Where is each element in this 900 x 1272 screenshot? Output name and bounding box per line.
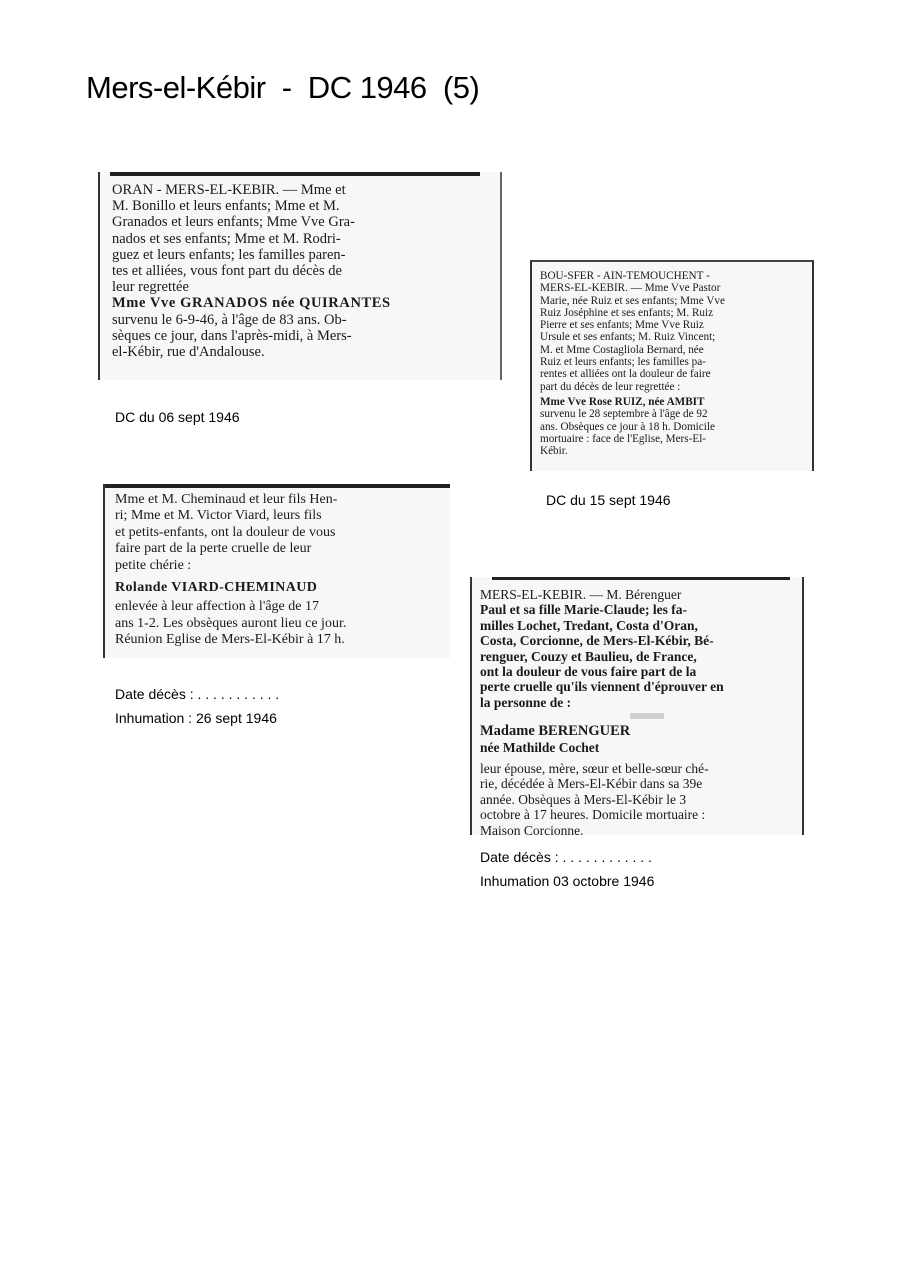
caption-date-deces-2: Date décès : . . . . . . . . . . . . — [480, 849, 652, 865]
clipping-line: sèques ce jour, dans l'après-midi, à Mers- — [112, 327, 352, 344]
clipping-line: octobre à 17 heures. Domicile mortuaire : — [480, 807, 706, 823]
clipping-line: survenu le 6-9-46, à l'âge de 83 ans. Ob- — [112, 311, 347, 328]
clipping-line: M. Bonillo et leurs enfants; Mme et M. — [112, 198, 340, 215]
clipping-line: renguer, Couzy et Baulieu, de France, — [480, 648, 697, 664]
clipping-line: enlevée à leur affection à l'âge de 17 — [115, 599, 319, 615]
clipping-line: ORAN - MERS-EL-KEBIR. — Mme et — [112, 182, 346, 198]
separator-ornament — [480, 710, 796, 724]
clipping-line: Réunion Eglise de Mers-El-Kébir à 17 h. — [115, 632, 345, 648]
clipping-line: nados et ses enfants; Mme et M. Rodri- — [112, 230, 341, 247]
clipping-line: petite chérie : — [115, 557, 192, 573]
caption-date-deces-1: Date décès : . . . . . . . . . . . — [115, 686, 280, 702]
clipping-line: guez et leurs enfants; les familles paren- — [112, 246, 346, 263]
clipping-line: el-Kébir, rue d'Andalouse. — [112, 344, 265, 361]
clipping-line: Paul et sa fille Marie-Claude; les fa- — [480, 602, 687, 618]
clipping-line: M. et Mme Costagliola Bernard, née — [540, 343, 704, 356]
clipping-line: Pierre et ses enfants; Mme Vve Ruiz — [540, 319, 704, 332]
clipping-line: année. Obsèques à Mers-El-Kébir le 3 — [480, 791, 687, 807]
clipping-line: Ursule et ses enfants; M. Ruiz Vincent; — [540, 331, 716, 344]
caption-dc-15-sept: DC du 15 sept 1946 — [546, 492, 671, 508]
clipping-line: la personne de : — [480, 694, 572, 710]
caption-inhumation-26-sept: Inhumation : 26 sept 1946 — [115, 710, 277, 726]
deceased-name: Mme Vve Rose RUIZ, née AMBIT — [540, 395, 705, 408]
clipping-line: part du décès de leur regrettée : — [540, 380, 681, 393]
clipping-line: Maison Corcionne. — [480, 822, 584, 835]
clipping-line: Marie, née Ruiz et ses enfants; Mme Vve — [540, 294, 725, 307]
obituary-clipping-viard-cheminaud — [103, 484, 450, 658]
obituary-clipping-berenguer — [470, 577, 804, 835]
clipping-line: et petits-enfants, ont la douleur de vous — [115, 524, 336, 540]
clipping-line: tes et alliées, vous font part du décès de — [112, 263, 342, 280]
deceased-name: Rolande VIARD-CHEMINAUD — [115, 580, 318, 596]
clipping-line: mortuaire : face de l'Eglise, Mers-El- — [540, 432, 707, 445]
clipping-line: Mme et M. Cheminaud et leur fils Hen- — [115, 492, 338, 507]
clipping-line: ans. Obsèques ce jour à 18 h. Domicile — [540, 420, 715, 433]
clipping-line: Granados et leurs enfants; Mme Vve Gra- — [112, 214, 355, 231]
clipping-line: rie, décédée à Mers-El-Kébir dans sa 39e — [480, 776, 703, 792]
caption-inhumation-03-oct: Inhumation 03 octobre 1946 — [480, 873, 655, 889]
clipping-line: ont la douleur de vous faire part de la — [480, 664, 697, 680]
clipping-line: ans 1-2. Les obsèques auront lieu ce jour. — [115, 615, 347, 631]
clipping-line: survenu le 28 septembre à l'âge de 92 — [540, 408, 708, 421]
clipping-line: Costa, Corcionne, de Mers-El-Kébir, Bé- — [480, 633, 714, 649]
deceased-name: Madame BERENGUER — [480, 724, 631, 740]
clipping-line: Kébir. — [540, 445, 568, 458]
caption-dc-06-sept: DC du 06 sept 1946 — [115, 409, 240, 425]
clipping-line: leur regrettée — [112, 279, 189, 296]
obituary-clipping-ruiz — [530, 260, 814, 471]
deceased-name: Mme Vve GRANADOS née QUIRANTES — [112, 295, 391, 312]
page-title: Mers-el-Kébir - DC 1946 (5) — [86, 70, 480, 105]
deceased-maiden-name: née Mathilde Cochet — [480, 739, 600, 755]
clipping-line: milles Lochet, Tredant, Costa d'Oran, — [480, 617, 698, 633]
clipping-line: ri; Mme et M. Victor Viard, leurs fils — [115, 508, 322, 524]
clipping-line: BOU-SFER - AIN-TEMOUCHENT - — [540, 270, 710, 282]
clipping-line: Ruiz Joséphine et ses enfants; M. Ruiz — [540, 306, 714, 319]
clipping-line: faire part de la perte cruelle de leur — [115, 541, 312, 557]
clipping-line: Ruiz et leurs enfants; les familles pa- — [540, 356, 706, 369]
clipping-line: MERS-EL-KEBIR. — Mme Vve Pastor — [540, 282, 721, 295]
clipping-line: rentes et alliées ont la douleur de faire — [540, 368, 711, 381]
obituary-clipping-granados — [98, 172, 502, 380]
clipping-line: MERS-EL-KEBIR. — M. Bérenguer — [480, 587, 682, 602]
clipping-line: perte cruelle qu'ils viennent d'éprouver en — [480, 679, 724, 695]
clipping-line: leur épouse, mère, sœur et belle-sœur ché- — [480, 761, 709, 777]
